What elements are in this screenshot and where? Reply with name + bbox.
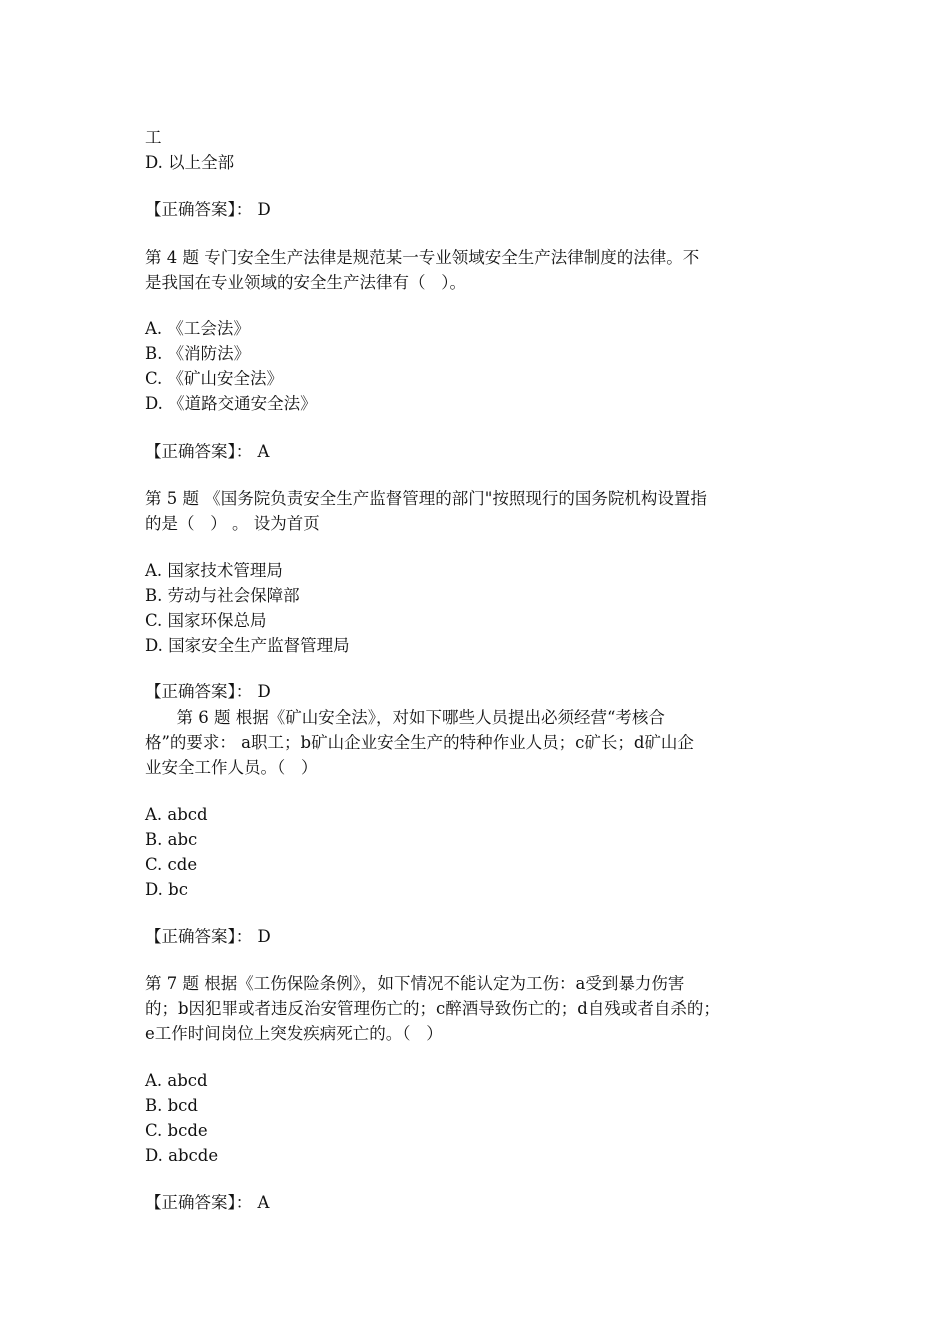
q7-text-line2: 的；b因犯罪或者违反治安管理伤亡的；c醉酒导致伤亡的；d自残或者自杀的； [145, 999, 720, 1018]
q5-option-b: B. 劳动与社会保障部 [145, 586, 300, 605]
q6-text-line2: 格”的要求： a职工；b矿山企业安全生产的特种作业人员；c矿长；d矿山企 [145, 733, 694, 752]
q5-option-c: C. 国家环保总局 [145, 611, 267, 630]
q4-text-line1: 第 4 题 专门安全生产法律是规范某一专业领域安全生产法律制度的法律。不 [145, 248, 700, 267]
q7-text-line3: e工作时间岗位上突发疾病死亡的。（ ） [145, 1024, 443, 1043]
q3-option-d: D. 以上全部 [145, 153, 235, 172]
q6-option-c: C. cde [145, 855, 198, 874]
q5-option-a: A. 国家技术管理局 [145, 561, 283, 580]
q5-text-line2: 的是（ ） 。 设为首页 [145, 514, 320, 533]
q5-answer: 【正确答案】： D [145, 682, 271, 701]
q6-option-a: A. abcd [145, 805, 208, 824]
q4-answer: 【正确答案】： A [145, 442, 270, 461]
q7-option-b: B. bcd [145, 1096, 198, 1115]
q7-option-d: D. abcde [145, 1146, 219, 1165]
q4-text-line2: 是我国在专业领域的安全生产法律有（ ）。 [145, 273, 466, 292]
q5-option-d: D. 国家安全生产监督管理局 [145, 636, 350, 655]
q4-option-b: B. 《消防法》 [145, 344, 251, 363]
q6-option-b: B. abc [145, 830, 198, 849]
q7-answer: 【正确答案】： A [145, 1193, 270, 1212]
q7-text-line1: 第 7 题 根据《工伤保险条例》，如下情况不能认定为工伤：a受到暴力伤害 [145, 974, 685, 993]
q7-option-c: C. bcde [145, 1121, 208, 1140]
q4-option-c: C. 《矿山安全法》 [145, 369, 284, 388]
q3-answer: 【正确答案】： D [145, 200, 271, 219]
q6-text-line3: 业安全工作人员。（ ） [145, 758, 318, 777]
q5-text-line1: 第 5 题 《国务院负责安全生产监督管理的部门"按照现行的国务院机构设置指 [145, 489, 707, 508]
q6-answer: 【正确答案】： D [145, 927, 271, 946]
q4-option-a: A. 《工会法》 [145, 319, 250, 338]
q3-text-tail: 工 [145, 128, 162, 147]
q7-option-a: A. abcd [145, 1071, 208, 1090]
q4-option-d: D. 《道路交通安全法》 [145, 394, 317, 413]
q6-option-d: D. bc [145, 880, 188, 899]
q6-text-line1: 第 6 题 根据《矿山安全法》，对如下哪些人员提出必须经营“考核合 [145, 708, 665, 727]
